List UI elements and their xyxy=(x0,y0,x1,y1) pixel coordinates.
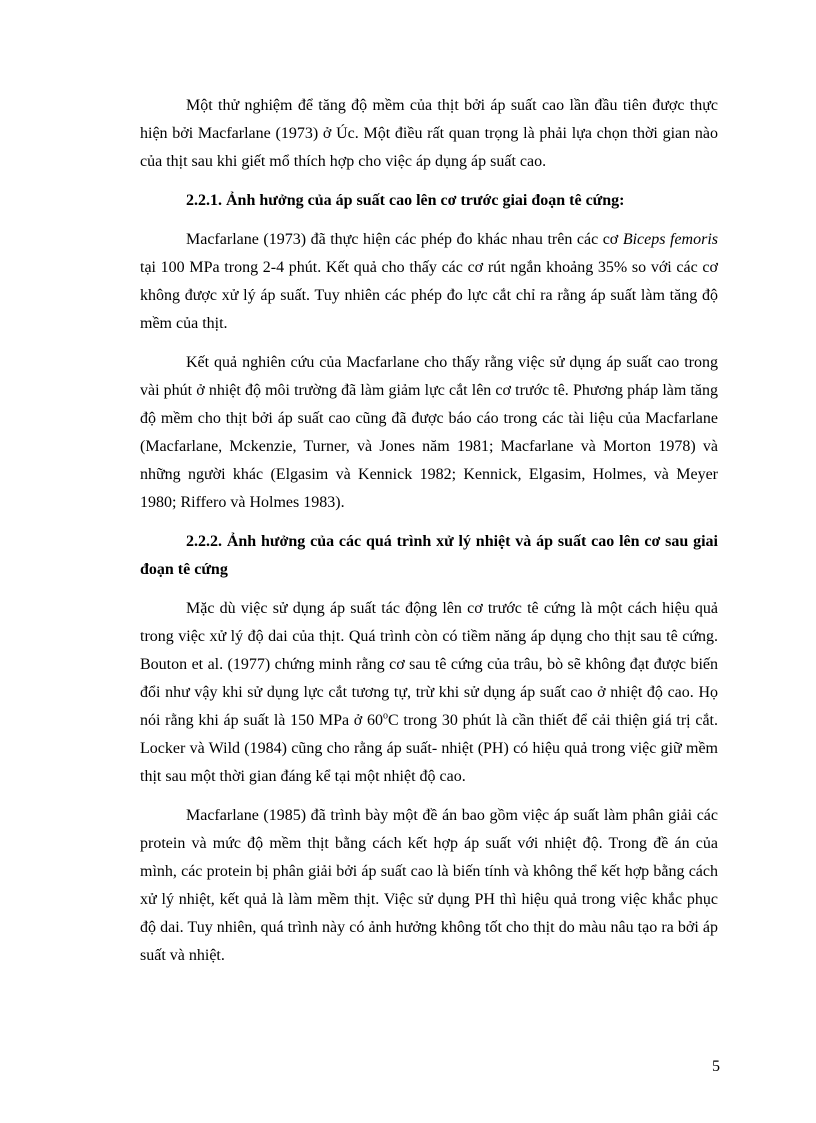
document-page xyxy=(140,92,718,981)
paragraph-text: tại 100 MPa trong 2-4 phút. Kết quả cho thấy các cơ rút ngắn khoảng 35% so với các cơ không được xử lý áp suất. Tuy nhiên các phép đo lực cắt chỉ ra rằng áp suất làm tăng độ mềm của thịt. xyxy=(140,259,718,332)
paragraph-macfarlane-1973 xyxy=(140,226,718,338)
heading-2-2-2: 2.2.2. Ảnh hưởng của các quá trình xử lý nhiệt và áp suất cao lên cơ sau giai đoạn tê cứng xyxy=(140,533,718,578)
paragraph-text: Mặc dù việc sử dụng áp suất tác động lên cơ trước tê cứng là một cách hiệu quả trong việc xử lý độ dai của thịt. Quá trình còn có tiềm năng áp dụng cho thịt sau tê cứng. Bouton et al. (1977) chứng minh rằng cơ sau tê cứng của trâu, bò sẽ không đạt được biến đổi như vậy khi sử dụng lực cắt tương tự, trừ khi sử dụng áp suất cao ở nhiệt độ cao. Họ nói rằng khi áp suất là 150 MPa ở 60 xyxy=(140,600,718,729)
paragraph-research-results: Kết quả nghiên cứu của Macfarlane cho thấy rằng việc sử dụng áp suất cao trong vài phút ở nhiệt độ môi trường đã làm giảm lực cắt lên cơ trước tê. Phương pháp làm tăng độ mềm cho thịt bởi áp suất cao cũng đã được báo cáo trong các tài liệu của Macfarlane (Macfarlane, Mckenzie, Turner, và Jones năm 1981; Macfarlane và Morton 1978) và những người khác (Elgasim và Kennick 1982; Kennick, Elgasim, Holmes, và Meyer 1980; Riffero và Holmes 1983). xyxy=(140,354,718,511)
degree-superscript: o xyxy=(383,710,388,722)
paragraph-intro: Một thử nghiệm để tăng độ mềm của thịt bởi áp suất cao lần đầu tiên được thực hiện bởi Macfarlane (1973) ở Úc. Một điều rất quan trọng là phải lựa chọn thời gian nào của thịt sau khi giết mổ thích hợp cho việc áp dụng áp suất cao. xyxy=(140,97,718,170)
page-number: 5 xyxy=(712,1058,720,1075)
paragraph-macfarlane-1985: Macfarlane (1985) đã trình bày một đề án bao gồm việc áp suất làm phân giải các protein và mức độ mềm thịt bằng cách kết hợp áp suất với nhiệt độ. Trong đề án của mình, các protein bị phân giải bởi áp suất cao là biến tính và không thể kết hợp bằng cách xử lý nhiệt, kết quả là làm mềm thịt. Việc sử dụng PH thì hiệu quả trong việc khắc phục độ dai. Tuy nhiên, quá trình này có ảnh hưởng không tốt cho thịt do màu nâu tạo ra bởi áp suất và nhiệt. xyxy=(140,807,718,964)
heading-2-2-1: 2.2.1. Ảnh hưởng của áp suất cao lên cơ trước giai đoạn tê cứng: xyxy=(186,192,625,209)
paragraph-text: Macfarlane (1973) đã thực hiện các phép đo khác nhau trên các cơ xyxy=(186,231,623,248)
paragraph-post-rigor xyxy=(140,595,718,791)
paragraph-text: C trong 30 phút là cần thiết để cải thiện giá trị cắt. Locker và Wild (1984) cũng cho rằng áp suất- nhiệt (PH) có hiệu quả trong việc giữ mềm thịt sau một thời gian đáng kể tại một nhiệt độ cao. xyxy=(140,712,718,785)
species-name: Biceps femoris xyxy=(622,231,718,248)
